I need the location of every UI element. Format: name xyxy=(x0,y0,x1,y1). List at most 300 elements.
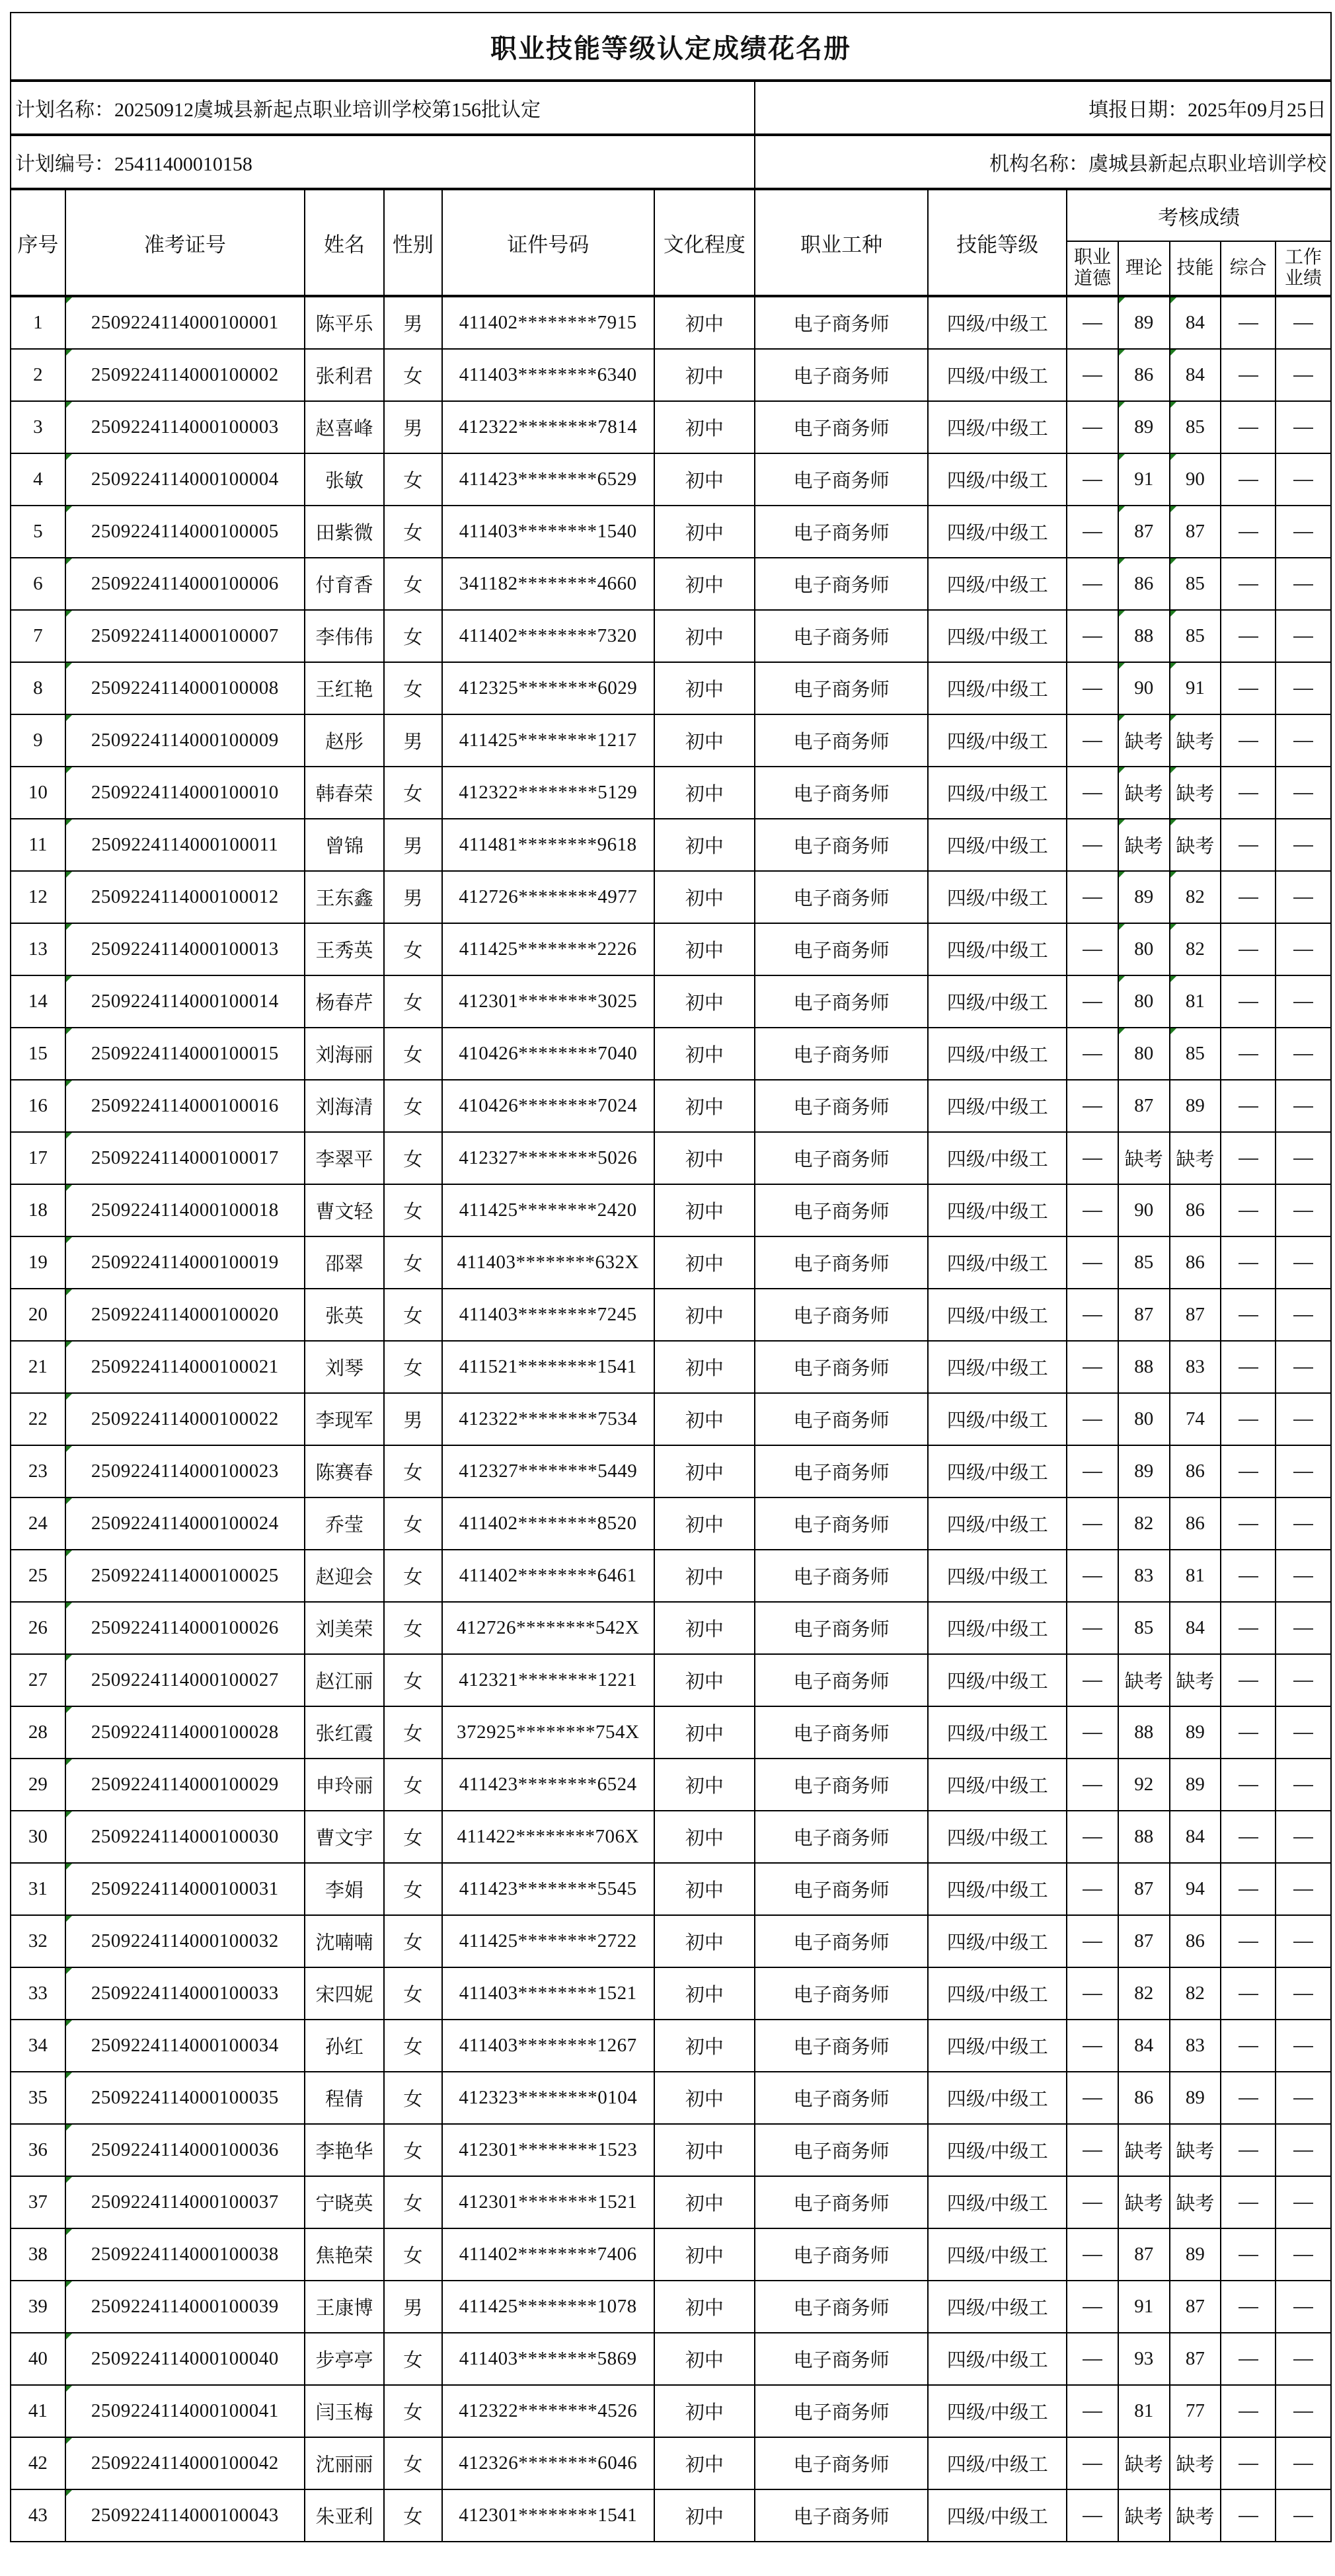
comprehensive-cell xyxy=(1221,819,1276,871)
name-cell: 陈赛春 xyxy=(305,1445,384,1497)
dash-placeholder xyxy=(1293,1002,1313,1003)
dash-placeholder xyxy=(1083,2046,1102,2047)
comprehensive-cell xyxy=(1221,767,1276,819)
dash-placeholder xyxy=(1083,2098,1102,2100)
header-education: 文化程度 xyxy=(654,189,755,296)
gender-cell: 女 xyxy=(384,2072,442,2124)
theory-score-cell: 82 xyxy=(1118,1967,1170,2020)
id-no-cell: 411481********9618 xyxy=(442,819,654,871)
id-no-cell: 412301********3025 xyxy=(442,975,654,1028)
dash-placeholder xyxy=(1293,1785,1313,1786)
dash-placeholder xyxy=(1293,741,1313,742)
dash-placeholder xyxy=(1083,1576,1102,1577)
skill-score-cell: 86 xyxy=(1170,1497,1221,1550)
seq-cell: 38 xyxy=(11,2228,65,2281)
ethics-cell xyxy=(1067,1289,1118,1341)
id-no-cell: 411402********7915 xyxy=(442,296,654,349)
exam-no-cell: 2509224114000100026 xyxy=(65,1602,305,1654)
education-cell: 初中 xyxy=(654,2333,755,2385)
ethics-cell xyxy=(1067,714,1118,767)
ethics-cell xyxy=(1067,1915,1118,1967)
performance-cell xyxy=(1276,349,1331,401)
dash-placeholder xyxy=(1239,1263,1258,1264)
dash-placeholder xyxy=(1083,1628,1102,1630)
dash-placeholder xyxy=(1083,480,1102,481)
dash-placeholder xyxy=(1293,1211,1313,1212)
table-row xyxy=(11,819,1331,871)
education-cell: 初中 xyxy=(654,453,755,506)
dash-placeholder xyxy=(1083,1315,1102,1316)
dash-placeholder xyxy=(1293,2098,1313,2100)
performance-cell xyxy=(1276,1236,1331,1289)
gender-cell: 女 xyxy=(384,558,442,610)
name-cell: 宁晓英 xyxy=(305,2176,384,2228)
dash-placeholder xyxy=(1083,1942,1102,1943)
skill-level-cell: 四级/中级工 xyxy=(928,1706,1067,1759)
id-no-cell: 411403********7245 xyxy=(442,1289,654,1341)
theory-score-cell: 88 xyxy=(1118,610,1170,662)
skill-score-cell: 81 xyxy=(1170,1550,1221,1602)
name-cell: 张利君 xyxy=(305,349,384,401)
table-row xyxy=(11,453,1331,506)
skill-level-cell: 四级/中级工 xyxy=(928,1967,1067,2020)
dash-placeholder xyxy=(1239,323,1258,324)
education-cell: 初中 xyxy=(654,1811,755,1863)
occupation-cell: 电子商务师 xyxy=(755,1967,928,2020)
gender-cell: 女 xyxy=(384,1236,442,1289)
seq-cell: 29 xyxy=(11,1759,65,1811)
exam-no-cell: 2509224114000100027 xyxy=(65,1654,305,1706)
table-row xyxy=(11,2176,1331,2228)
performance-cell xyxy=(1276,2124,1331,2176)
education-cell: 初中 xyxy=(654,2489,755,2542)
header-occupation: 职业工种 xyxy=(755,189,928,296)
education-cell: 初中 xyxy=(654,923,755,975)
dash-placeholder xyxy=(1239,2203,1258,2204)
skill-level-cell: 四级/中级工 xyxy=(928,767,1067,819)
skill-level-cell: 四级/中级工 xyxy=(928,2489,1067,2542)
dash-placeholder xyxy=(1239,2150,1258,2152)
id-no-cell: 412726********542X xyxy=(442,1602,654,1654)
dash-placeholder xyxy=(1239,2464,1258,2465)
education-cell: 初中 xyxy=(654,1289,755,1341)
dash-placeholder xyxy=(1083,950,1102,951)
skill-level-cell: 四级/中级工 xyxy=(928,453,1067,506)
education-cell: 初中 xyxy=(654,2228,755,2281)
table-row xyxy=(11,1497,1331,1550)
name-cell: 孙红 xyxy=(305,2020,384,2072)
dash-placeholder xyxy=(1293,1681,1313,1682)
skill-level-cell: 四级/中级工 xyxy=(928,2333,1067,2385)
performance-cell xyxy=(1276,2281,1331,2333)
dash-placeholder xyxy=(1293,636,1313,638)
ethics-cell xyxy=(1067,1550,1118,1602)
ethics-cell xyxy=(1067,1497,1118,1550)
ethics-cell xyxy=(1067,819,1118,871)
table-row xyxy=(11,2489,1331,2542)
occupation-cell: 电子商务师 xyxy=(755,2281,928,2333)
dash-placeholder xyxy=(1239,1942,1258,1943)
theory-score-cell: 86 xyxy=(1118,558,1170,610)
name-cell: 李伟伟 xyxy=(305,610,384,662)
dash-placeholder xyxy=(1239,2411,1258,2413)
skill-score-cell: 84 xyxy=(1170,296,1221,349)
dash-placeholder xyxy=(1239,1420,1258,1421)
performance-cell xyxy=(1276,506,1331,558)
gender-cell: 女 xyxy=(384,2228,442,2281)
skill-score-cell: 87 xyxy=(1170,506,1221,558)
ethics-cell xyxy=(1067,662,1118,714)
table-row xyxy=(11,2124,1331,2176)
comprehensive-cell xyxy=(1221,401,1276,453)
dash-placeholder xyxy=(1083,1837,1102,1838)
dash-placeholder xyxy=(1293,2255,1313,2256)
dash-placeholder xyxy=(1293,2150,1313,2152)
education-cell: 初中 xyxy=(654,1341,755,1393)
performance-cell xyxy=(1276,2228,1331,2281)
name-cell: 王东鑫 xyxy=(305,871,384,923)
ethics-cell xyxy=(1067,1445,1118,1497)
dash-placeholder xyxy=(1293,1889,1313,1891)
occupation-cell: 电子商务师 xyxy=(755,2072,928,2124)
performance-cell xyxy=(1276,2385,1331,2437)
name-cell: 王红艳 xyxy=(305,662,384,714)
performance-cell xyxy=(1276,401,1331,453)
skill-level-cell: 四级/中级工 xyxy=(928,506,1067,558)
theory-score-cell: 缺考 xyxy=(1118,714,1170,767)
dash-placeholder xyxy=(1083,2464,1102,2465)
id-no-cell: 412325********6029 xyxy=(442,662,654,714)
occupation-cell: 电子商务师 xyxy=(755,610,928,662)
skill-score-cell: 83 xyxy=(1170,2020,1221,2072)
exam-no-cell: 2509224114000100013 xyxy=(65,923,305,975)
skill-level-cell: 四级/中级工 xyxy=(928,923,1067,975)
seq-cell: 43 xyxy=(11,2489,65,2542)
dash-placeholder xyxy=(1083,1733,1102,1734)
skill-level-cell: 四级/中级工 xyxy=(928,662,1067,714)
education-cell: 初中 xyxy=(654,1028,755,1080)
comprehensive-cell xyxy=(1221,1759,1276,1811)
skill-score-cell: 89 xyxy=(1170,1759,1221,1811)
education-cell: 初中 xyxy=(654,1393,755,1445)
skill-score-cell: 缺考 xyxy=(1170,714,1221,767)
exam-no-cell: 2509224114000100022 xyxy=(65,1393,305,1445)
exam-no-cell: 2509224114000100029 xyxy=(65,1759,305,1811)
theory-score-cell: 90 xyxy=(1118,1184,1170,1236)
exam-no-cell: 2509224114000100003 xyxy=(65,401,305,453)
skill-score-cell: 89 xyxy=(1170,1706,1221,1759)
skill-score-cell: 87 xyxy=(1170,1289,1221,1341)
theory-score-cell: 缺考 xyxy=(1118,2124,1170,2176)
seq-cell: 42 xyxy=(11,2437,65,2489)
dash-placeholder xyxy=(1293,1367,1313,1369)
theory-score-cell: 80 xyxy=(1118,975,1170,1028)
skill-level-cell: 四级/中级工 xyxy=(928,2072,1067,2124)
dash-placeholder xyxy=(1239,480,1258,481)
skill-score-cell: 94 xyxy=(1170,1863,1221,1915)
comprehensive-cell xyxy=(1221,1445,1276,1497)
education-cell: 初中 xyxy=(654,1236,755,1289)
gender-cell: 女 xyxy=(384,1184,442,1236)
exam-no-cell: 2509224114000100020 xyxy=(65,1289,305,1341)
id-no-cell: 411402********8520 xyxy=(442,1497,654,1550)
comprehensive-cell xyxy=(1221,1967,1276,2020)
id-no-cell: 411423********5545 xyxy=(442,1863,654,1915)
seq-cell: 16 xyxy=(11,1080,65,1132)
performance-cell xyxy=(1276,975,1331,1028)
table-row xyxy=(11,1759,1331,1811)
plan-number: 计划编号：25411400010158 xyxy=(11,135,755,189)
dash-placeholder xyxy=(1239,689,1258,690)
skill-score-cell: 缺考 xyxy=(1170,819,1221,871)
occupation-cell: 电子商务师 xyxy=(755,662,928,714)
dash-placeholder xyxy=(1083,1054,1102,1055)
dash-placeholder xyxy=(1239,636,1258,638)
gender-cell: 女 xyxy=(384,1132,442,1184)
ethics-cell xyxy=(1067,2489,1118,2542)
education-cell: 初中 xyxy=(654,2020,755,2072)
gender-cell: 女 xyxy=(384,1863,442,1915)
performance-cell xyxy=(1276,1497,1331,1550)
dash-placeholder xyxy=(1239,428,1258,429)
table-row xyxy=(11,1863,1331,1915)
theory-score-cell: 91 xyxy=(1118,2281,1170,2333)
gender-cell: 女 xyxy=(384,1706,442,1759)
id-no-cell: 411425********2420 xyxy=(442,1184,654,1236)
skill-score-cell: 缺考 xyxy=(1170,2489,1221,2542)
header-exam-no: 准考证号 xyxy=(65,189,305,296)
skill-level-cell: 四级/中级工 xyxy=(928,349,1067,401)
dash-placeholder xyxy=(1239,1994,1258,1995)
theory-score-cell: 91 xyxy=(1118,453,1170,506)
skill-level-cell: 四级/中级工 xyxy=(928,1393,1067,1445)
performance-cell xyxy=(1276,1132,1331,1184)
exam-no-cell: 2509224114000100005 xyxy=(65,506,305,558)
table-row xyxy=(11,1550,1331,1602)
name-cell: 刘琴 xyxy=(305,1341,384,1393)
gender-cell: 女 xyxy=(384,2333,442,2385)
ethics-cell xyxy=(1067,1236,1118,1289)
occupation-cell: 电子商务师 xyxy=(755,1393,928,1445)
dash-placeholder xyxy=(1293,897,1313,899)
seq-cell: 39 xyxy=(11,2281,65,2333)
skill-level-cell: 四级/中级工 xyxy=(928,871,1067,923)
ethics-cell xyxy=(1067,2020,1118,2072)
skill-score-cell: 缺考 xyxy=(1170,1654,1221,1706)
education-cell: 初中 xyxy=(654,1967,755,2020)
name-cell: 曹文轻 xyxy=(305,1184,384,1236)
exam-no-cell: 2509224114000100012 xyxy=(65,871,305,923)
education-cell: 初中 xyxy=(654,975,755,1028)
gender-cell: 女 xyxy=(384,975,442,1028)
seq-cell: 33 xyxy=(11,1967,65,2020)
occupation-cell: 电子商务师 xyxy=(755,453,928,506)
dash-placeholder xyxy=(1239,2098,1258,2100)
name-cell: 焦艳荣 xyxy=(305,2228,384,2281)
education-cell: 初中 xyxy=(654,2072,755,2124)
table-row xyxy=(11,2072,1331,2124)
theory-score-cell: 83 xyxy=(1118,1550,1170,1602)
skill-level-cell: 四级/中级工 xyxy=(928,401,1067,453)
header-theory: 理论 xyxy=(1118,241,1170,296)
occupation-cell: 电子商务师 xyxy=(755,349,928,401)
comprehensive-cell xyxy=(1221,1602,1276,1654)
occupation-cell: 电子商务师 xyxy=(755,2385,928,2437)
theory-score-cell: 84 xyxy=(1118,2020,1170,2072)
gender-cell: 女 xyxy=(384,1289,442,1341)
dash-placeholder xyxy=(1239,1524,1258,1525)
performance-cell xyxy=(1276,2020,1331,2072)
exam-no-cell: 2509224114000100018 xyxy=(65,1184,305,1236)
dash-placeholder xyxy=(1293,1158,1313,1160)
skill-level-cell: 四级/中级工 xyxy=(928,1445,1067,1497)
page-title: 职业技能等级认定成绩花名册 xyxy=(11,13,1331,81)
dash-placeholder xyxy=(1293,2516,1313,2517)
skill-level-cell: 四级/中级工 xyxy=(928,819,1067,871)
exam-no-cell: 2509224114000100023 xyxy=(65,1445,305,1497)
dash-placeholder xyxy=(1083,793,1102,794)
table-row xyxy=(11,1341,1331,1393)
name-cell: 李艳华 xyxy=(305,2124,384,2176)
dash-placeholder xyxy=(1293,1315,1313,1316)
comprehensive-cell xyxy=(1221,975,1276,1028)
name-cell: 沈喃喃 xyxy=(305,1915,384,1967)
theory-score-cell: 缺考 xyxy=(1118,1132,1170,1184)
exam-no-cell: 2509224114000100009 xyxy=(65,714,305,767)
education-cell: 初中 xyxy=(654,819,755,871)
occupation-cell: 电子商务师 xyxy=(755,1341,928,1393)
name-cell: 曾锦 xyxy=(305,819,384,871)
id-no-cell: 412322********5129 xyxy=(442,767,654,819)
exam-no-cell: 2509224114000100007 xyxy=(65,610,305,662)
seq-cell: 21 xyxy=(11,1341,65,1393)
skill-level-cell: 四级/中级工 xyxy=(928,1132,1067,1184)
comprehensive-cell xyxy=(1221,1132,1276,1184)
dash-placeholder xyxy=(1293,323,1313,324)
table-row xyxy=(11,714,1331,767)
ethics-cell xyxy=(1067,1028,1118,1080)
occupation-cell: 电子商务师 xyxy=(755,1654,928,1706)
theory-score-cell: 88 xyxy=(1118,1341,1170,1393)
comprehensive-cell xyxy=(1221,453,1276,506)
theory-score-cell: 80 xyxy=(1118,923,1170,975)
exam-no-cell: 2509224114000100037 xyxy=(65,2176,305,2228)
skill-level-cell: 四级/中级工 xyxy=(928,1236,1067,1289)
header-skill: 技能 xyxy=(1170,241,1221,296)
education-cell: 初中 xyxy=(654,1445,755,1497)
name-cell: 乔莹 xyxy=(305,1497,384,1550)
gender-cell: 女 xyxy=(384,2124,442,2176)
comprehensive-cell xyxy=(1221,2385,1276,2437)
theory-score-cell: 缺考 xyxy=(1118,819,1170,871)
skill-level-cell: 四级/中级工 xyxy=(928,610,1067,662)
occupation-cell: 电子商务师 xyxy=(755,923,928,975)
id-no-cell: 412726********4977 xyxy=(442,871,654,923)
table-row xyxy=(11,1602,1331,1654)
skill-level-cell: 四级/中级工 xyxy=(928,1550,1067,1602)
name-cell: 宋四妮 xyxy=(305,1967,384,2020)
performance-cell xyxy=(1276,1811,1331,1863)
id-no-cell: 412301********1523 xyxy=(442,2124,654,2176)
seq-cell: 25 xyxy=(11,1550,65,1602)
dash-placeholder xyxy=(1083,428,1102,429)
comprehensive-cell xyxy=(1221,1497,1276,1550)
exam-no-cell: 2509224114000100030 xyxy=(65,1811,305,1863)
comprehensive-cell xyxy=(1221,1289,1276,1341)
occupation-cell: 电子商务师 xyxy=(755,1236,928,1289)
skill-level-cell: 四级/中级工 xyxy=(928,2281,1067,2333)
roster-rows xyxy=(11,296,1331,2542)
performance-cell xyxy=(1276,923,1331,975)
name-cell: 韩春荣 xyxy=(305,767,384,819)
dash-placeholder xyxy=(1293,2464,1313,2465)
dash-placeholder xyxy=(1293,428,1313,429)
name-cell: 邵翠 xyxy=(305,1236,384,1289)
education-cell: 初中 xyxy=(654,1550,755,1602)
dash-placeholder xyxy=(1083,2255,1102,2256)
comprehensive-cell xyxy=(1221,714,1276,767)
education-cell: 初中 xyxy=(654,1184,755,1236)
seq-cell: 27 xyxy=(11,1654,65,1706)
gender-cell: 女 xyxy=(384,1550,442,1602)
comprehensive-cell xyxy=(1221,1393,1276,1445)
dash-placeholder xyxy=(1293,689,1313,690)
skill-score-cell: 86 xyxy=(1170,1236,1221,1289)
performance-cell xyxy=(1276,1445,1331,1497)
name-cell: 付育香 xyxy=(305,558,384,610)
seq-cell: 8 xyxy=(11,662,65,714)
id-no-cell: 411425********2226 xyxy=(442,923,654,975)
table-row xyxy=(11,2281,1331,2333)
occupation-cell: 电子商务师 xyxy=(755,1863,928,1915)
education-cell: 初中 xyxy=(654,506,755,558)
skill-score-cell: 82 xyxy=(1170,923,1221,975)
occupation-cell: 电子商务师 xyxy=(755,1445,928,1497)
gender-cell: 女 xyxy=(384,610,442,662)
dash-placeholder xyxy=(1293,950,1313,951)
exam-no-cell: 2509224114000100004 xyxy=(65,453,305,506)
comprehensive-cell xyxy=(1221,1236,1276,1289)
skill-level-cell: 四级/中级工 xyxy=(928,2385,1067,2437)
table-row xyxy=(11,1811,1331,1863)
education-cell: 初中 xyxy=(654,1759,755,1811)
exam-no-cell: 2509224114000100015 xyxy=(65,1028,305,1080)
education-cell: 初中 xyxy=(654,2385,755,2437)
skill-level-cell: 四级/中级工 xyxy=(928,1341,1067,1393)
name-cell: 张敏 xyxy=(305,453,384,506)
performance-cell xyxy=(1276,2176,1331,2228)
occupation-cell: 电子商务师 xyxy=(755,767,928,819)
seq-cell: 20 xyxy=(11,1289,65,1341)
exam-no-cell: 2509224114000100006 xyxy=(65,558,305,610)
dash-placeholder xyxy=(1293,2359,1313,2361)
skill-level-cell: 四级/中级工 xyxy=(928,1497,1067,1550)
comprehensive-cell xyxy=(1221,2072,1276,2124)
ethics-cell xyxy=(1067,767,1118,819)
table-row xyxy=(11,2020,1331,2072)
fill-date: 填报日期：2025年09月25日 xyxy=(755,81,1331,135)
id-no-cell: 411425********2722 xyxy=(442,1915,654,1967)
exam-no-cell: 2509224114000100034 xyxy=(65,2020,305,2072)
ethics-cell xyxy=(1067,1706,1118,1759)
occupation-cell: 电子商务师 xyxy=(755,1184,928,1236)
name-cell: 曹文宇 xyxy=(305,1811,384,1863)
name-cell: 赵江丽 xyxy=(305,1654,384,1706)
skill-level-cell: 四级/中级工 xyxy=(928,1654,1067,1706)
dash-placeholder xyxy=(1083,1367,1102,1369)
performance-cell xyxy=(1276,610,1331,662)
exam-no-cell: 2509224114000100031 xyxy=(65,1863,305,1915)
